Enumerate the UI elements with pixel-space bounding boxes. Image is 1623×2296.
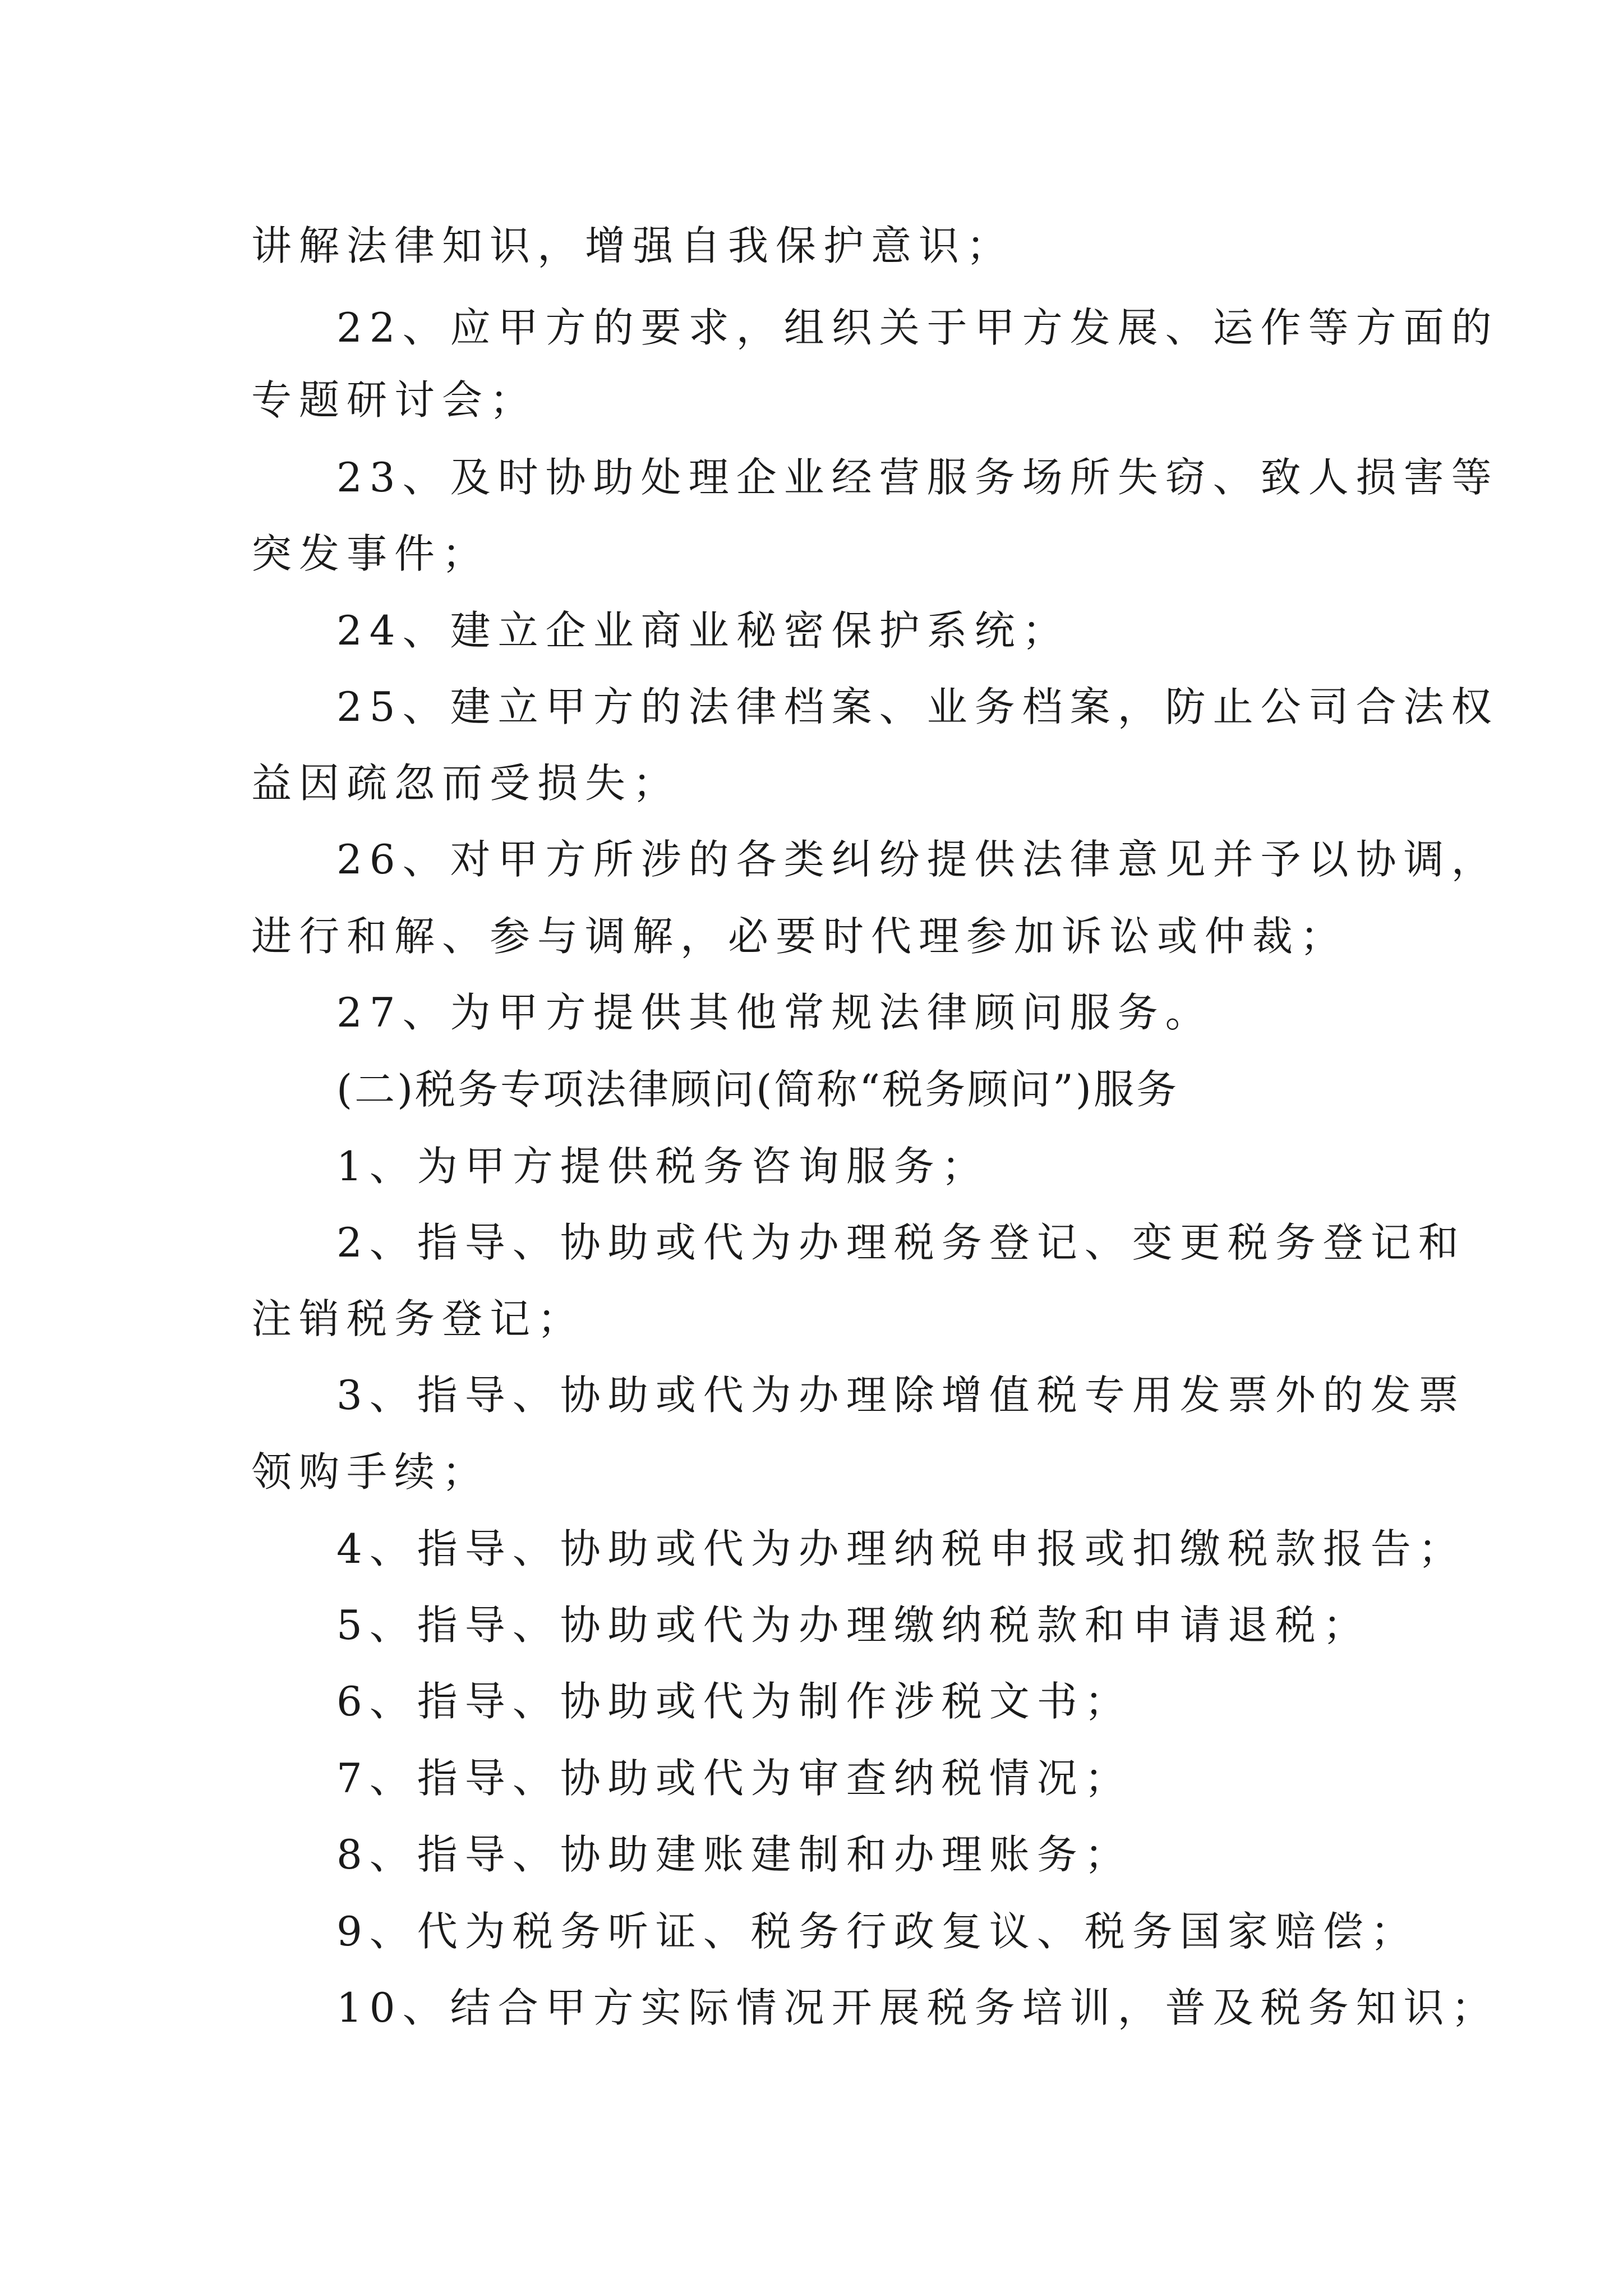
list-item-4: 4、指导、协助或代为办理纳税申报或扣缴税款报告；: [336, 1525, 1466, 1572]
list-item-23: 23、及时协助处理企业经营服务场所失窃、致人损害等: [336, 454, 1499, 501]
text-line: 专题研讨会；: [251, 376, 538, 424]
list-item-8: 8、指导、协助建账建制和办理账务；: [336, 1831, 1132, 1878]
text-line: 进行和解、参与调解，必要时代理参加诉讼或仲裁；: [251, 913, 1348, 960]
list-item-1: 1、为甲方提供税务咨询服务；: [336, 1143, 989, 1190]
list-item-26: 26、对甲方所涉的各类纠纷提供法律意见并予以协调，: [336, 836, 1499, 883]
list-item-6: 6、指导、协助或代为制作涉税文书；: [336, 1678, 1132, 1725]
list-item-25: 25、建立甲方的法律档案、业务档案，防止公司合法权: [336, 683, 1499, 730]
list-item-27: 27、为甲方提供其他常规法律顾问服务。: [336, 989, 1213, 1036]
text-line: 注销税务登记；: [251, 1295, 585, 1342]
section-heading: (二)税务专项法律顾问(简称“税务顾问”)服务: [336, 1066, 1179, 1113]
list-item-9: 9、代为税务听证、税务行政复议、税务国家赔偿；: [336, 1908, 1418, 1955]
list-item-2: 2、指导、协助或代为办理税务登记、变更税务登记和: [336, 1219, 1466, 1266]
text-line: 突发事件；: [251, 530, 490, 577]
list-item-24: 24、建立企业商业秘密保护系统；: [336, 607, 1070, 654]
list-item-5: 5、指导、协助或代为办理缴纳税款和申请退税；: [336, 1602, 1371, 1649]
list-item-3: 3、指导、协助或代为办理除增值税专用发票外的发票: [336, 1372, 1466, 1419]
list-item-10: 10、结合甲方实际情况开展税务培训，普及税务知识；: [336, 1984, 1499, 2031]
list-item-7: 7、指导、协助或代为审查纳税情况；: [336, 1755, 1132, 1802]
text-line: 益因疏忽而受损失；: [251, 760, 681, 807]
list-item-22: 22、应甲方的要求，组织关于甲方发展、运作等方面的: [336, 304, 1499, 351]
text-line: 讲解法律知识，增强自我保护意识；: [251, 222, 1015, 269]
text-line: 领购手续；: [251, 1448, 490, 1496]
